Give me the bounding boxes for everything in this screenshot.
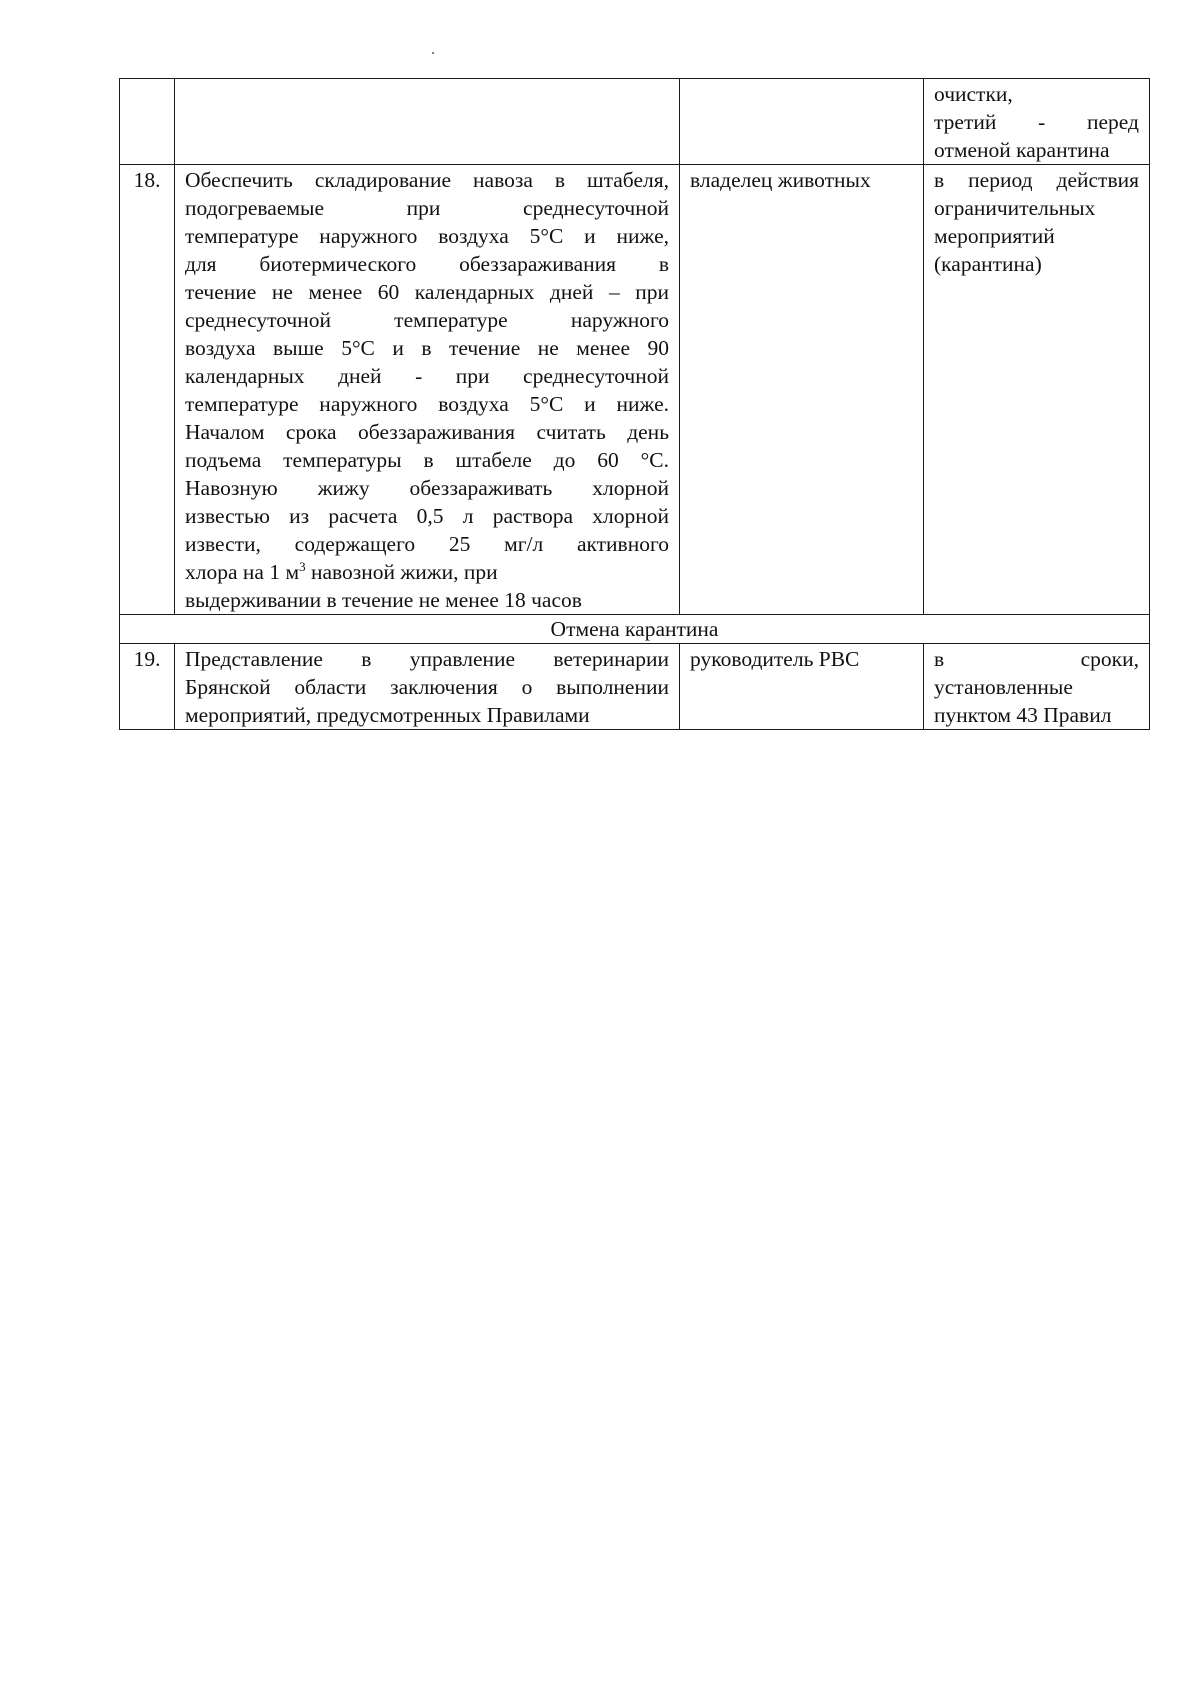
cell-term [924, 644, 1150, 730]
row-number: 19. [120, 644, 175, 730]
cell-term [924, 79, 1150, 165]
measure-line: температуре наружного воздуха 5°С и ниже, [185, 224, 669, 248]
cell-responsible [680, 79, 924, 165]
measure-line: выдерживании в течение не менее 18 часов [185, 588, 582, 612]
table-row-18 [120, 165, 1150, 615]
measure-line: среднесуточной температуре наружного [185, 308, 669, 332]
table-section-row [120, 615, 1150, 644]
measure-line: Навозную жижу обеззараживать хлорной [185, 476, 669, 500]
term-line: отменой карантина [934, 138, 1110, 162]
term-line: в период действия [934, 168, 1139, 192]
measure-line: Обеспечить складирование навоза в штабеля, [185, 168, 669, 192]
term-line: в сроки, [934, 647, 1139, 671]
term-line: (карантина) [934, 252, 1042, 276]
measure-line-with-superscript [185, 558, 669, 586]
measure-line: мероприятий, предусмотренных Правилами [185, 703, 590, 727]
row-number: 18. [120, 165, 175, 615]
measure-line: Началом срока обеззараживания считать день [185, 420, 669, 444]
cell-measure [175, 165, 680, 615]
table-row-continuation [120, 79, 1150, 165]
measure-line: извести, содержащего 25 мг/л активного [185, 532, 669, 556]
term-line: очистки, [934, 82, 1013, 106]
term-line: ограничительных [934, 196, 1096, 220]
term-line: мероприятий [934, 224, 1055, 248]
cell-responsible: руководитель РВС [680, 644, 924, 730]
measure-line: для биотермического обеззараживания в [185, 252, 669, 276]
measure-text: навозной жижи, при [305, 560, 498, 584]
measure-line: подъема температуры в штабеле до 60 °С. [185, 448, 669, 472]
cell-responsible: владелец животных [680, 165, 924, 615]
measure-line: воздуха выше 5°С и в течение не менее 90 [185, 336, 669, 360]
term-line: установленные [934, 675, 1073, 699]
cell-measure [175, 79, 680, 165]
measure-line: Представление в управление ветеринарии [185, 647, 669, 671]
term-line: третий - перед [934, 110, 1139, 134]
measures-table [119, 78, 1150, 730]
measure-line: календарных дней - при среднесуточной [185, 364, 669, 388]
table-row-19 [120, 644, 1150, 730]
scan-speck [432, 52, 434, 54]
measure-line: температуре наружного воздуха 5°С и ниже. [185, 392, 669, 416]
measure-line: известью из расчета 0,5 л раствора хлорной [185, 504, 669, 528]
cell-number [120, 79, 175, 165]
measure-line: подогреваемые при среднесуточной [185, 196, 669, 220]
superscript: 3 [299, 558, 306, 574]
section-header: Отмена карантина [120, 615, 1150, 644]
cell-term [924, 165, 1150, 615]
measure-line: Брянской области заключения о выполнении [185, 675, 669, 699]
term-line: пунктом 43 Правил [934, 703, 1112, 727]
measure-text: хлора на 1 м [185, 560, 300, 584]
cell-measure [175, 644, 680, 730]
measure-line: течение не менее 60 календарных дней – при [185, 280, 669, 304]
